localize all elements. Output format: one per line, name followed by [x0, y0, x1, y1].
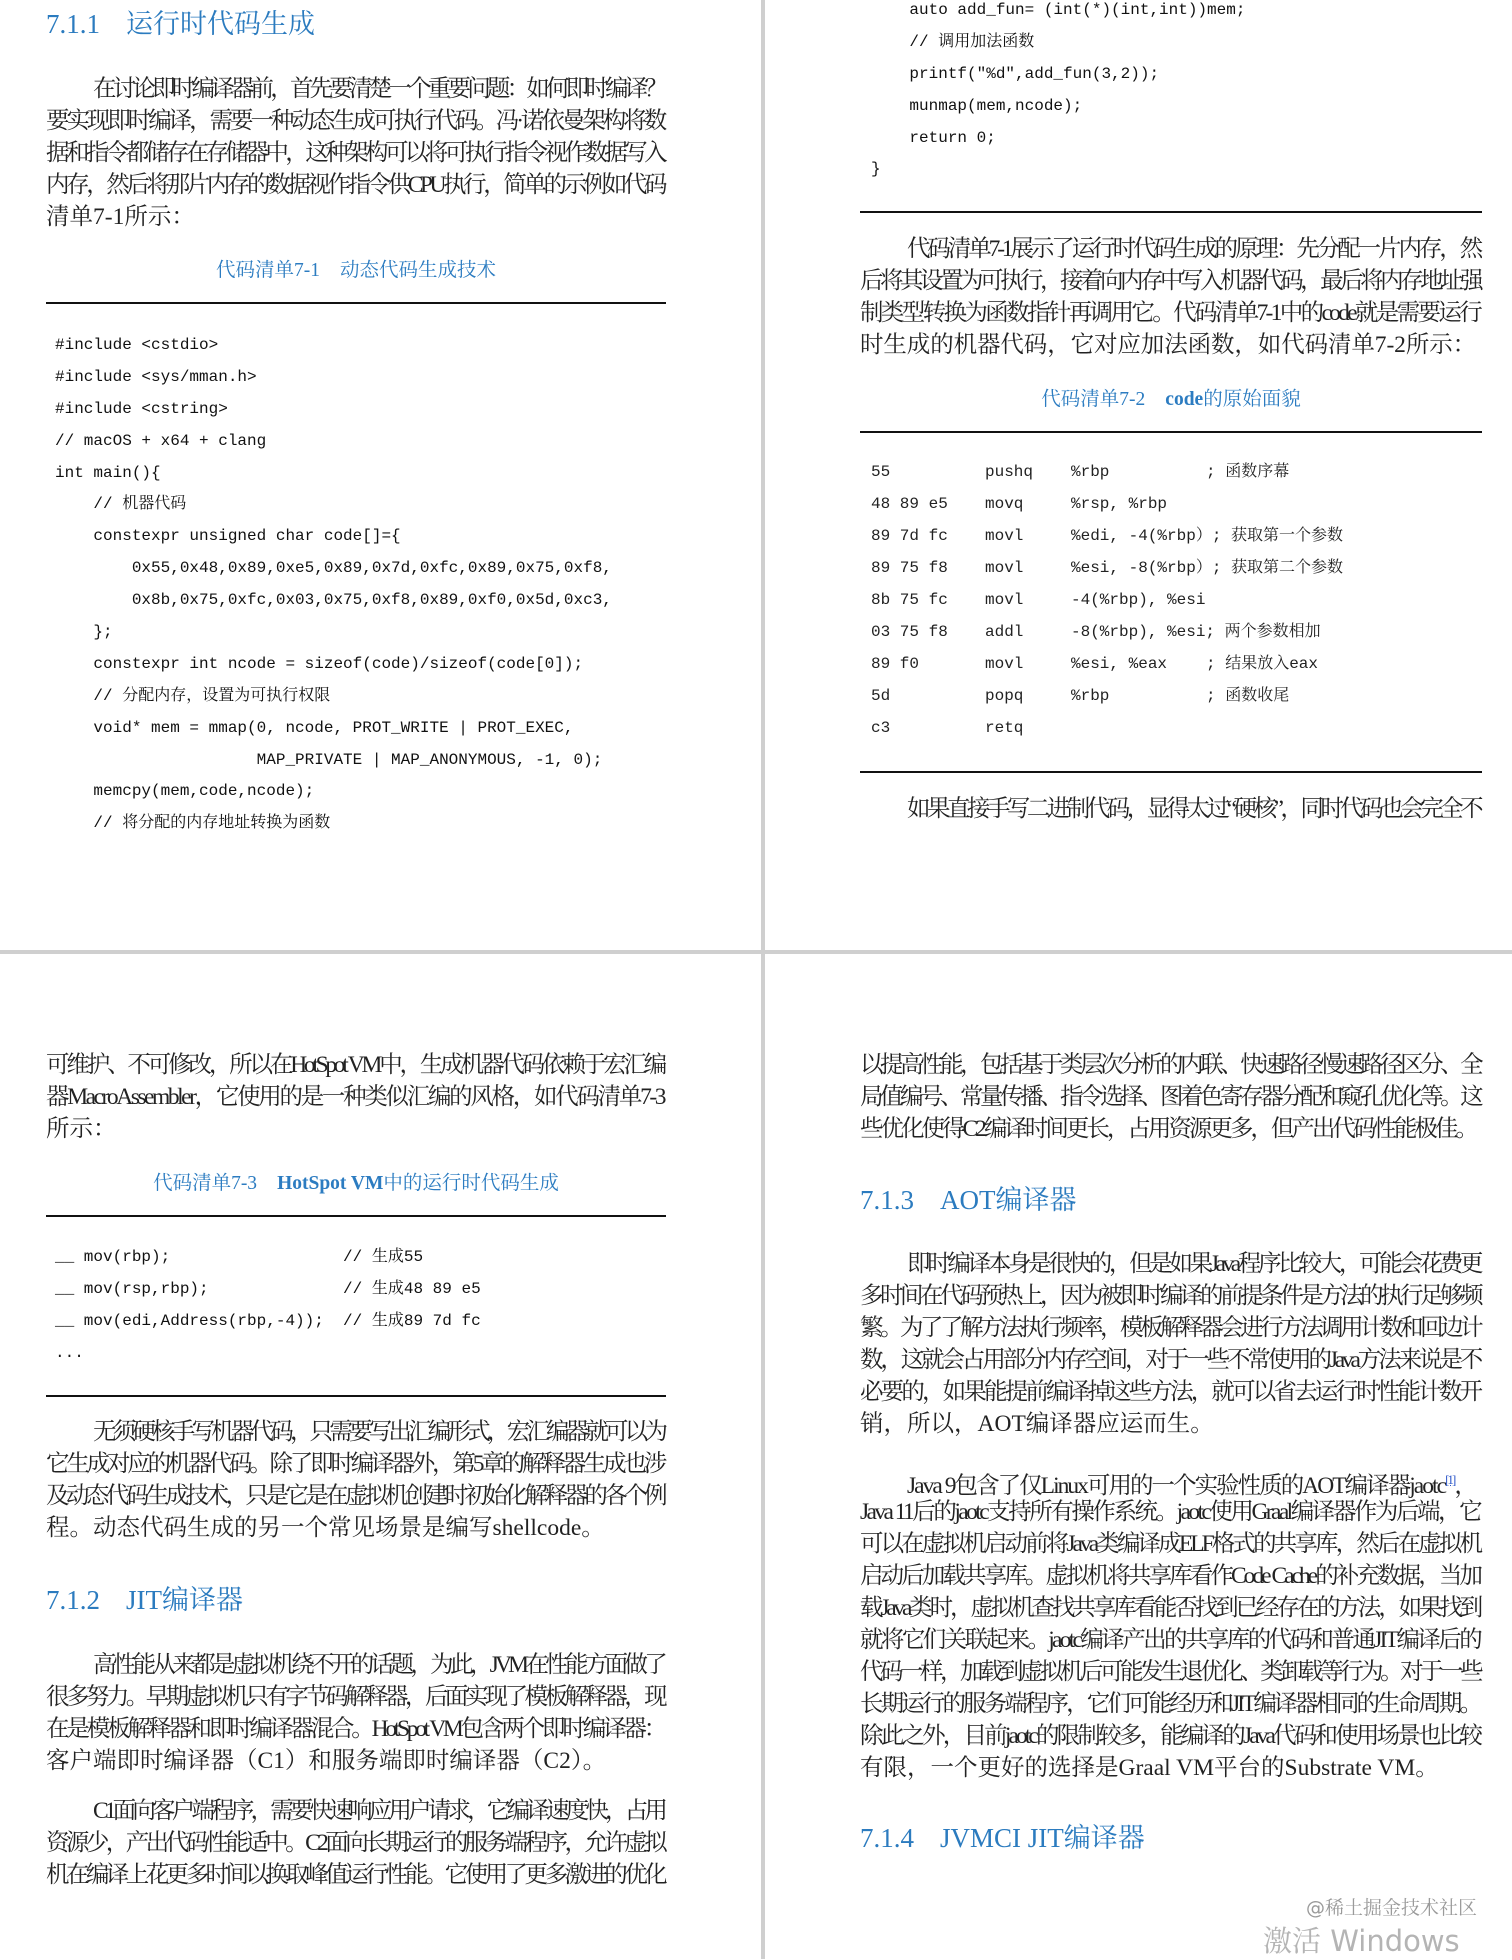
- code-line: memcpy(mem,code,ncode);: [55, 782, 315, 801]
- paragraph-line: 时生成的机器代码，它对应加法函数，如代码清单7-2所示：: [860, 332, 1477, 358]
- mnemonic: movl: [985, 559, 1024, 577]
- paragraph-line: 启动后加载共享库。虚拟机将共享库看作Code Cache的补充数据，当加: [860, 1563, 1480, 1589]
- section-heading-7-1-1: [46, 2, 315, 41]
- operands: -8(%rbp), %esi; 两个参数相加: [1071, 623, 1321, 641]
- paragraph-line: 清单7-1所示：: [46, 204, 195, 230]
- caption-label: 代码清单7-3: [153, 1173, 258, 1194]
- code-line: // 机器代码: [55, 495, 187, 514]
- line-text: ，: [1454, 1472, 1476, 1499]
- paragraph-line: 代码一样，加载到虚拟机后可能发生退优化、类卸载等行为。对于一些: [860, 1659, 1480, 1685]
- paragraph: [860, 793, 1480, 825]
- caption-title: 的原始面貌: [1203, 389, 1301, 410]
- machine-bytes: 03 75 f8: [871, 623, 948, 641]
- paragraph-line: C1面向客户端程序，需要快速响应用户请求，它编译速度快，占用: [93, 1798, 664, 1824]
- paragraph: [46, 1049, 664, 1145]
- code-line: __ mov(rsp,rbp); // 生成48 89 e5: [55, 1279, 481, 1298]
- code-line: void* mem = mmap(0, ncode, PROT_WRITE | PROT_EXEC,: [55, 718, 574, 737]
- listing-bottom-rule: [860, 211, 1482, 213]
- caption-title: 动态代码生成技术: [339, 260, 497, 281]
- paragraph-line: 内存，然后将那片内存的数据视作指令供CPU执行，简单的示例如代码: [46, 172, 664, 198]
- comment: ; 函数收尾: [1206, 687, 1290, 705]
- code-line: 0x55,0x48,0x89,0xe5,0x89,0x7d,0xfc,0x89,0x75,0xf8,: [55, 559, 612, 578]
- section-heading-7-1-3: [860, 1178, 1077, 1217]
- paragraph: [860, 233, 1480, 361]
- code-block: [871, 0, 1245, 185]
- caption-title-bold: HotSpot VM: [277, 1173, 384, 1194]
- operands: %esi, %eax: [1071, 655, 1168, 673]
- machine-bytes: 8b 75 fc: [871, 591, 948, 609]
- paragraph: [46, 1416, 664, 1544]
- machine-bytes: 89 f0: [871, 655, 920, 673]
- code-line: int main(){: [55, 463, 161, 482]
- paragraph-line: 有限，一个更好的选择是Graal VM平台的Substrate VM。: [860, 1755, 1439, 1781]
- heading-number: 7.1.1: [46, 9, 100, 39]
- paragraph-line: 制类型转换为函数指针再调用它。代码清单7-1中的code就是需要运行: [860, 300, 1480, 326]
- paragraph-line: 在讨论即时编译器前，首先要清楚一个重要问题：如何即时编译？: [93, 76, 664, 102]
- machine-bytes: c3: [871, 719, 891, 737]
- mnemonic: movl: [985, 527, 1024, 545]
- paragraph-line: 要实现即时编译，需要一种动态生成可执行代码。冯·诺依曼架构将数: [46, 108, 664, 134]
- paragraph-line: 即时编译本身是很快的，但是如果Java程序比较大，可能会花费更: [907, 1251, 1480, 1277]
- machine-bytes: 89 7d fc: [871, 527, 948, 545]
- heading-title: JVMCI JIT编译器: [940, 1823, 1145, 1853]
- paragraph-line: 资源少，产出代码性能适中。C2面向长期运行的服务端程序，允许虚拟: [46, 1830, 664, 1856]
- paragraph-line: 数，这就会占用部分内存空间，对于一些不常使用的Java方法来说是不: [860, 1347, 1480, 1373]
- paragraph-line: 它生成对应的机器代码。除了即时编译器外，第5章的解释器生成也涉: [46, 1451, 664, 1477]
- paragraph-line: 长期运行的服务端程序，它们可能经历和JIT编译器相同的生命周期。: [860, 1691, 1480, 1717]
- code-line: constexpr int ncode = sizeof(code)/sizeof(code[0]);: [55, 654, 584, 673]
- code-line: __ mov(rbp); // 生成55: [55, 1248, 424, 1266]
- paragraph-line: 销，所以，AOT编译器应运而生。: [860, 1411, 1214, 1437]
- paragraph-line: 在是模板解释器和即时编译器混合。HotSpot VM包含两个即时编译器：: [46, 1716, 664, 1742]
- paragraph-lines: [860, 1496, 1480, 1784]
- paragraph: [46, 1795, 664, 1891]
- code-line: return 0;: [871, 128, 996, 147]
- line-text: Java 9包含了仅Linux可用的一个实验性质的AOT编译器jaotc: [907, 1472, 1446, 1499]
- code-line: // 将分配的内存地址转换为函数: [55, 814, 331, 833]
- code-line: __ mov(edi,Address(rbp,-4)); // 生成89 7d fc: [55, 1311, 481, 1330]
- paragraph-line: 些优化使得C2编译时间更长，占用资源更多，但产出代码性能极佳。: [860, 1116, 1476, 1142]
- mnemonic: movq: [985, 495, 1024, 513]
- heading-title: 运行时代码生成: [126, 9, 315, 39]
- paragraph-line: 必要的，如果能提前编译掉这些方法，就可以省去运行时性能计数开: [860, 1379, 1480, 1405]
- mnemonic: popq: [985, 687, 1024, 705]
- caption-label: 代码清单7-1: [215, 260, 320, 281]
- mnemonic: movl: [985, 655, 1024, 673]
- operands: %esi, -8(%rbp）; 获取第二个参数: [1071, 559, 1344, 577]
- paragraph-line: 就将它们关联起来。jaotc编译产出的共享库的代码和普通JIT编译后的: [860, 1627, 1480, 1653]
- code-line: // macOS + x64 + clang: [55, 431, 267, 450]
- page-separator-vertical: [761, 0, 765, 1959]
- code-line: munmap(mem,ncode);: [871, 96, 1083, 115]
- paragraph-line: [860, 1464, 1480, 1499]
- code-listing-caption: [1041, 383, 1300, 411]
- paragraph: [860, 1464, 1480, 1784]
- operands: %rsp, %rbp: [1071, 495, 1168, 513]
- paragraph-line: 可以在虚拟机启动前将Java类编译成ELF格式的共享库，然后在虚拟机: [860, 1531, 1480, 1557]
- comment: ; 结果放入eax: [1206, 655, 1319, 673]
- paragraph-line: 可维护、不可修改，所以在HotSpot VM中，生成机器代码依赖于宏汇编: [46, 1052, 664, 1078]
- machine-bytes: 55: [871, 463, 891, 481]
- mnemonic: retq: [985, 719, 1024, 737]
- paragraph: [46, 73, 664, 233]
- caption-title: 中的运行时代码生成: [383, 1173, 559, 1194]
- operands: %rbp: [1071, 463, 1110, 481]
- machine-bytes: 89 75 f8: [871, 559, 948, 577]
- machine-bytes: 5d: [871, 687, 891, 705]
- paragraph-line: Java 11后的jaotc支持所有操作系统。jaotc使用Graal编译器作为后端，它: [860, 1499, 1480, 1525]
- activate-windows-watermark: 激活 Windows: [1263, 1924, 1460, 1958]
- heading-title: AOT编译器: [940, 1185, 1077, 1215]
- code-line: #include <cstdio>: [55, 336, 219, 354]
- paragraph-line: 程。动态代码生成的另一个常见场景是编写shellcode。: [46, 1515, 605, 1541]
- paragraph-line: 代码清单7-1展示了运行时代码生成的原理：先分配一片内存，然: [907, 236, 1480, 262]
- paragraph-line: 局值编号、常量传播、指令选择、图着色寄存器分配和窥孔优化等。这: [860, 1084, 1480, 1110]
- code-line: // 调用加法函数: [871, 32, 1035, 51]
- listing-bottom-rule: [46, 1395, 666, 1397]
- paragraph-line: 据和指令都储存在存储器中，这种架构可以将可执行指令视作数据写入: [46, 140, 664, 166]
- paragraph-line: 器MacroAssembler，它使用的是一种类似汇编的风格，如代码清单7-3: [46, 1084, 664, 1110]
- listing-bottom-rule: [860, 771, 1482, 773]
- section-heading-7-1-2: [46, 1578, 243, 1617]
- machine-bytes: 48 89 e5: [871, 495, 948, 513]
- heading-number: 7.1.2: [46, 1585, 100, 1615]
- community-watermark: @稀土掘金技术社区: [1306, 1897, 1478, 1919]
- heading-number: 7.1.4: [860, 1823, 914, 1853]
- code-block: [55, 1241, 481, 1369]
- mnemonic: pushq: [985, 463, 1034, 481]
- paragraph: [46, 1649, 664, 1777]
- paragraph-line: 多时间在代码预热上，因为被即时编译的前提条件是方法的执行足够频: [860, 1283, 1480, 1309]
- paragraph-line: 除此之外，目前jaotc的限制较多，能编译的Java代码和使用场景也比较: [860, 1723, 1480, 1749]
- listing-top-rule: [46, 302, 666, 304]
- paragraph-line: 所示：: [46, 1116, 117, 1142]
- section-heading-7-1-4: [860, 1816, 1145, 1855]
- caption-label: 代码清单7-2: [1041, 389, 1146, 410]
- footnote-link[interactable]: [1]: [1445, 1472, 1455, 1487]
- operands: -4(%rbp), %esi: [1071, 591, 1206, 609]
- code-listing-caption: [153, 1167, 559, 1195]
- heading-number: 7.1.3: [860, 1185, 914, 1215]
- mnemonic: movl: [985, 591, 1024, 609]
- code-line: MAP_PRIVATE | MAP_ANONYMOUS, -1, 0);: [55, 750, 603, 769]
- paragraph-line: 高性能从来都是虚拟机绕不开的话题，为此，JVM在性能方面做了: [93, 1652, 664, 1678]
- paragraph-line: 很多努力。早期虚拟机只有字节码解释器，后面实现了模板解释器，现: [46, 1684, 664, 1710]
- comment: ; 函数序幕: [1206, 463, 1290, 481]
- code-line: printf("%d",add_fun(3,2));: [871, 64, 1160, 83]
- paragraph-line: 机在编译上花更多时间以换取峰值运行性能。它使用了更多激进的优化: [46, 1862, 664, 1888]
- code-block: [55, 329, 612, 839]
- paragraph-line: 后将其设置为可执行，接着向内存中写入机器代码，最后将内存地址强: [860, 268, 1480, 294]
- code-line: auto add_fun= (int(*)(int,int))mem;: [871, 1, 1246, 19]
- code-line: 0x8b,0x75,0xfc,0x03,0x75,0xf8,0x89,0xf0,0x5d,0xc3,: [55, 591, 612, 610]
- operands: %edi, -4(%rbp）; 获取第一个参数: [1071, 527, 1344, 545]
- paragraph-line: 载Java类时，虚拟机查找共享库看能否找到已经存在的方法，如果找到: [860, 1595, 1480, 1621]
- code-listing-caption: [216, 254, 496, 282]
- code-line: constexpr unsigned char code[]={: [55, 527, 401, 546]
- paragraph: [860, 1248, 1480, 1440]
- paragraph-line: 如果直接手写二进制代码，显得太过“硬核”，同时代码也会完全不: [907, 796, 1480, 822]
- code-line: ...: [55, 1343, 84, 1362]
- mnemonic: addl: [985, 623, 1024, 641]
- code-line: }: [871, 160, 881, 179]
- caption-title-code: code: [1165, 389, 1204, 410]
- paragraph-line: 及动态代码生成技术，只是它是在虚拟机创建时初始化解释器的各个例: [46, 1483, 664, 1509]
- heading-title: JIT编译器: [126, 1585, 243, 1615]
- paragraph: [860, 1049, 1480, 1145]
- code-line: #include <cstring>: [55, 399, 228, 418]
- paragraph-line: 以提高性能，包括基于类层次分析的内联、快速路径慢速路径区分、全: [860, 1052, 1480, 1078]
- code-line: // 分配内存，设置为可执行权限: [55, 686, 331, 705]
- paragraph-line: 客户端即时编译器（C1）和服务端即时编译器（C2）。: [46, 1748, 607, 1774]
- operands: %rbp: [1071, 687, 1110, 705]
- paragraph-line: 繁。为了了解方法执行频率，模板解释器会进行方法调用计数和回边计: [860, 1315, 1480, 1341]
- code-line: };: [55, 623, 113, 642]
- page-separator-horizontal: [0, 950, 1512, 954]
- paragraph-line: 无须硬核手写机器代码，只需要写出汇编形式，宏汇编器就可以为: [93, 1419, 664, 1445]
- code-line: #include <sys/mman.h>: [55, 367, 257, 386]
- listing-top-rule: [46, 1215, 666, 1217]
- listing-top-rule: [860, 431, 1482, 433]
